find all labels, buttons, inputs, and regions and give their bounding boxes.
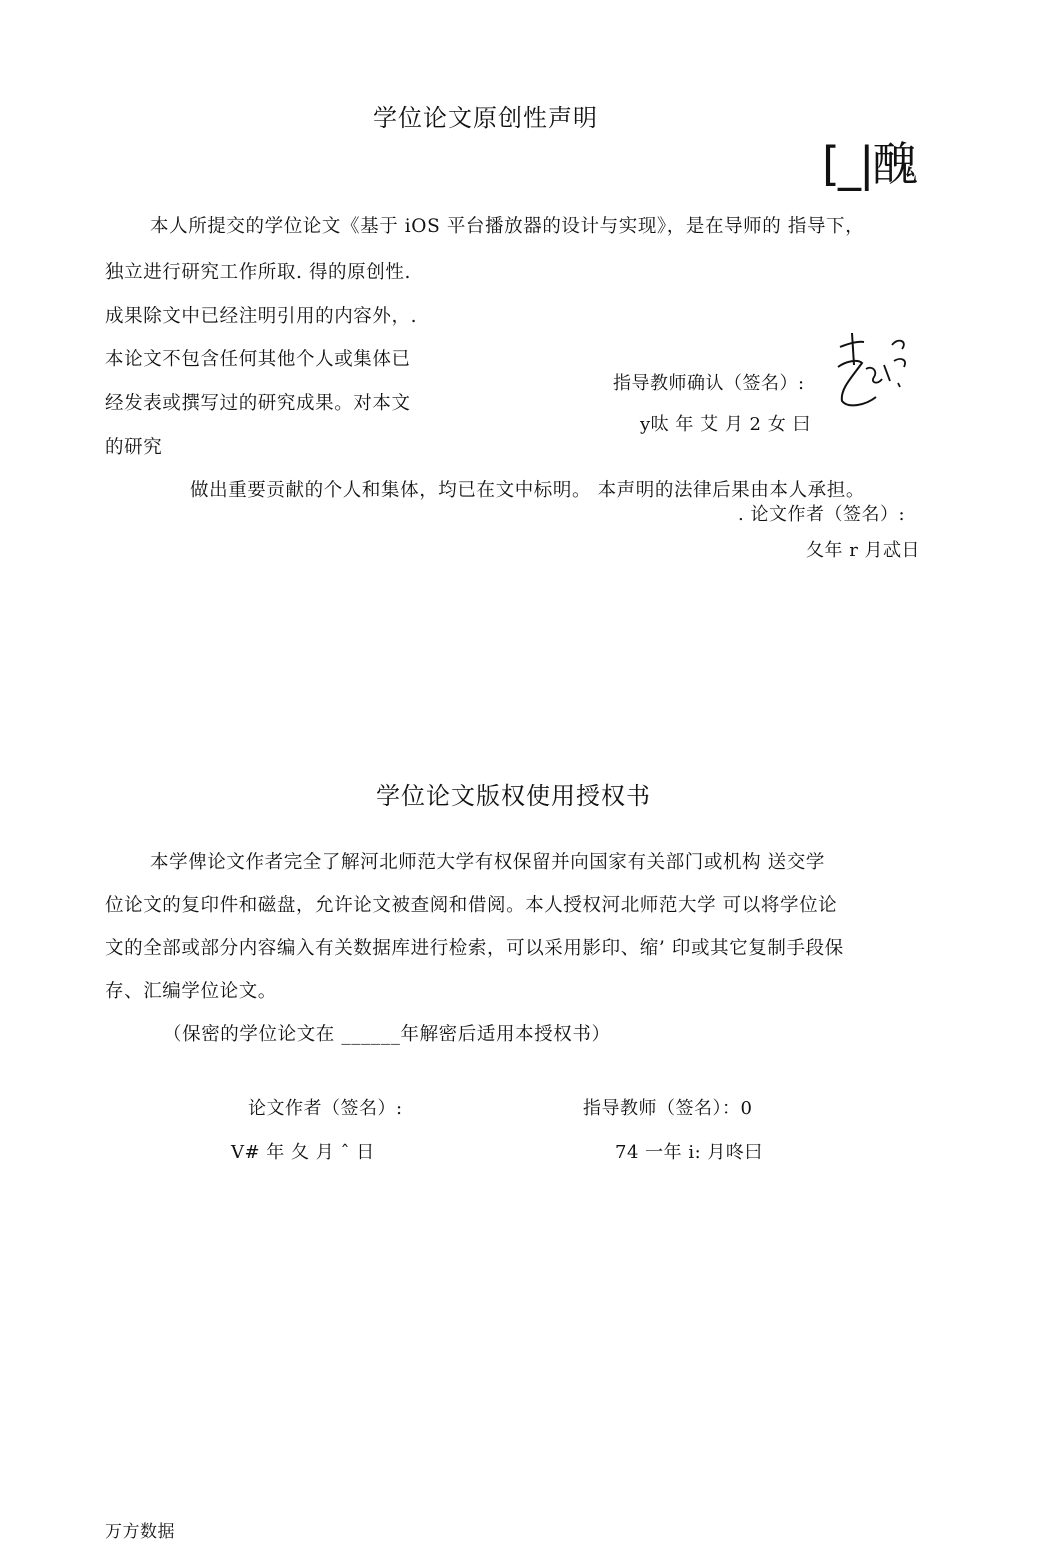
supervisor-date: y呔 年 艾 月 2 女 曰 (640, 414, 811, 435)
confidential-note: （保密的学位论文在 ______年解密后适用本授权书） (163, 1024, 611, 1045)
supervisor-sign-label: 指导教师（签名）：0 (583, 1098, 753, 1119)
authorization-line: 本学俾论文作者完全了解河北师范大学有权保留并向国家有关部门或机构 送交学 (150, 852, 825, 873)
authorization-line: 位论文的复印件和磁盘，允许论文被查阅和借阅。本人授权河北师范大学 可以将学位论 (105, 895, 838, 916)
declaration-line: 的研究 (105, 437, 163, 458)
supervisor-date: 74 一年 i: 月咚曰 (615, 1142, 763, 1163)
watermark: 万方数据 (105, 1522, 175, 1542)
declaration-line: 经发表或撰写过的研究成果。对本文 (105, 393, 411, 414)
authorization-line: 存、汇编学位论文。 (105, 981, 277, 1002)
declaration-line: 本人所提交的学位论文《基于 iOS 平台播放器的设计与实现》，是在导师的 指导下， (150, 216, 865, 237)
declaration-title: 学位论文原创性声明 (373, 104, 598, 132)
declaration-line: 独立进行研究工作所取. 得的原创性. (105, 262, 411, 283)
declaration-line: 做出重要贡献的个人和集体，均已在文中标明。 本声明的法律后果由本人承担。 (190, 480, 865, 501)
author-sign-label: 论文作者（签名）: (248, 1098, 403, 1119)
author-date: V# 年 夂 月 ˆ 日 (231, 1142, 375, 1163)
stamp-mark: [_|醜 (822, 137, 917, 191)
authorization-title: 学位论文版权使用授权书 (376, 782, 651, 810)
declaration-line: 成果除文中已经注明引用的内容外，. (105, 306, 418, 327)
author-date: 夂年 r 月忒日 (806, 540, 921, 561)
authorization-line: 文的全部或部分内容编入有关数据库进行检索，可以采用影印、缩’ 印或其它复制手段保 (105, 938, 844, 959)
supervisor-signature (832, 325, 912, 410)
author-sign-label: . 论文作者（签名）: (738, 504, 906, 525)
declaration-line: 本论文不包含任何其他个人或集体已 (105, 349, 411, 370)
supervisor-confirm-label: 指导教师确认（签名）: (613, 373, 805, 394)
